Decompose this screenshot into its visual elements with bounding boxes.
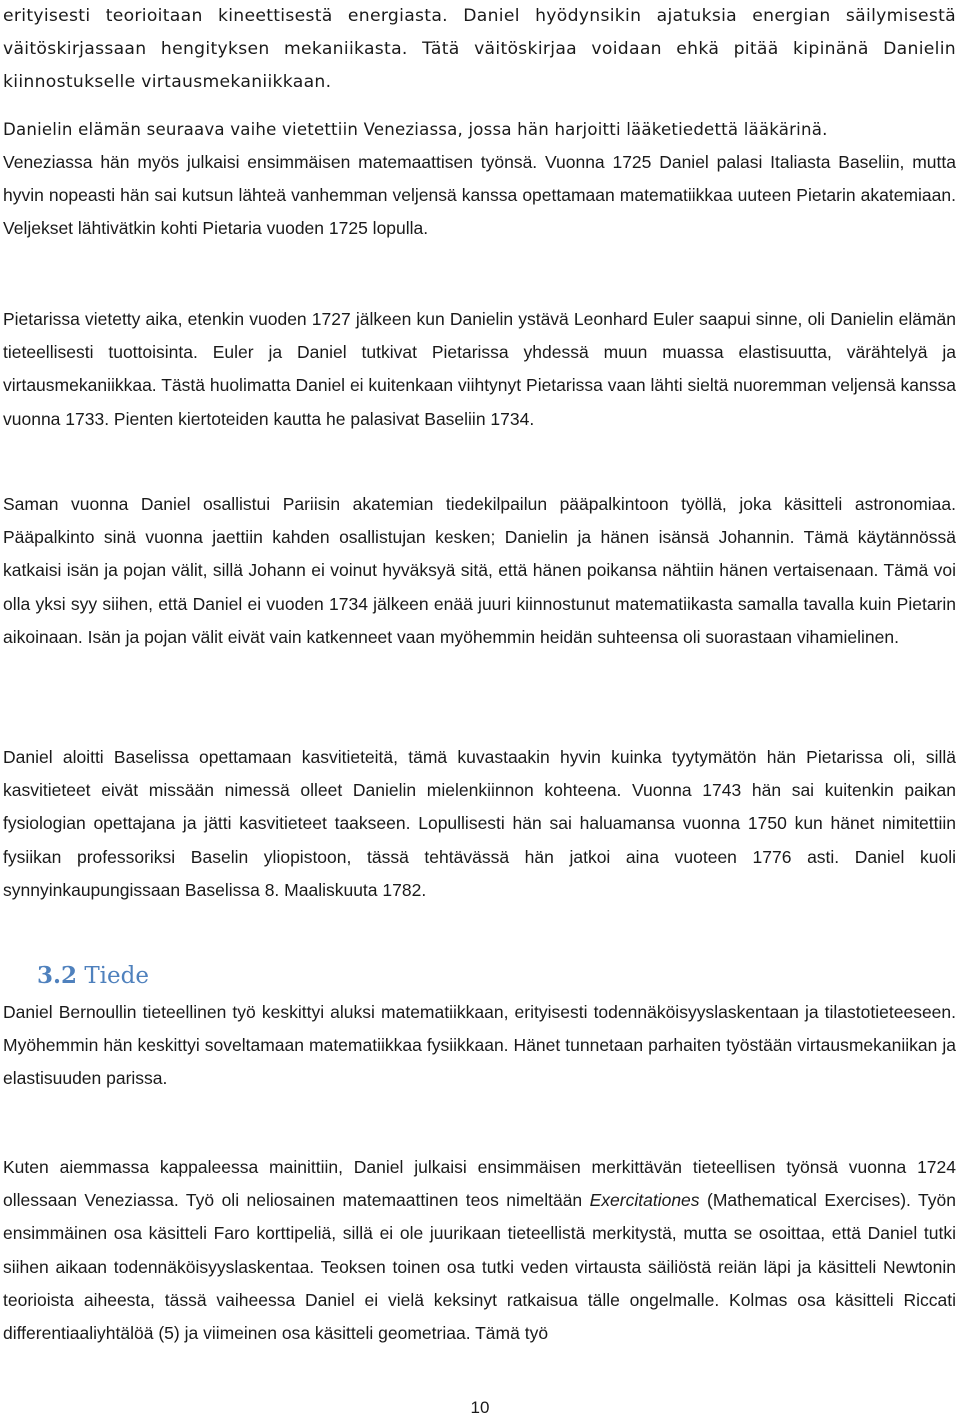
section-title: Tiede <box>84 963 149 989</box>
paragraph-st-petersburg: Pietarissa vietetty aika, etenkin vuoden 1727 jälkeen kun Danielin ystävä Leonhard Euler saapui sinne, oli Danielin elämän tieteellisesti tuottoisinta. Euler ja Daniel tutkivat Pietarissa yhdessä muun muassa elastisuutta, värähtelyä ja virtausmekaniikkaa. Tästä huolimatta Daniel ei kuitenkaan viihtynyt Pietarissa vaan lähti sieltä nuoremman veljensä kanssa vuonna 1733. Pienten kiertoteiden kautta he palasivat Baseliin 1734. <box>3 309 956 429</box>
page-number: 10 <box>470 1398 490 1417</box>
paragraph-science-overview: Daniel Bernoullin tieteellinen työ keskittyi aluksi matematiikkaan, erityisesti todennäköisyyslaskentaan ja tilastotieteeseen. Myöhemmin hän keskittyi soveltamaan matematiikkaa fysiikkaan. Hänet tunnetaan parhaiten työstään virtausmekaniikan ja elastisuuden parissa. <box>3 1002 956 1089</box>
paragraph-exercitationes <box>3 1151 956 1350</box>
paragraph-exercitationes-rest: (Mathematical Exercises). Työn ensimmäinen osa käsitteli Faro korttipeliä, sillä ei ole juurikaan tieteellistä merkitystä, mutta se osoittaa, että Daniel tutki siihen aikaan todennäköisyyslaskentaa. Teoksen toinen osa tutki veden virtausta säiliöstä reiän läpi ja käsitteli Newtonin teorioista aiheesta, tässä vaiheessa Daniel ei vielä keksinyt ratkaisua tälle ongelmalle. Kolmas osa käsitteli Riccati differentiaaliyhtälöä (5) ja viimeinen osa käsitteli geometriaa. Tämä työ <box>3 1190 956 1344</box>
paragraph-paris-prize: Saman vuonna Daniel osallistui Pariisin akatemian tiedekilpailun pääpalkintoon työllä, joka käsitteli astronomiaa. Pääpalkinto sinä vuonna jaettiin kahden osallistujan kesken; Danielin ja hänen isänsä Johannin. Tämä käytännössä katkaisi isän ja pojan välit, sillä Johann ei voinut hyväksyä sitä, että hänen poikansa nähtiin hänen vertaisenaan. Tämä voi olla yksi syy siihen, että Daniel ei vuoden 1734 jälkeen enää juuri kiinnostunut matematiikasta samalla tavalla kuin Pietarin aikoinaan. Isän ja pojan välit eivät vain katkenneet vaan myöhemmin heidän suhteensa oli suorastaan vihamielinen. <box>3 494 956 647</box>
book-title-exercitationes: Exercitationes <box>589 1190 700 1211</box>
section-number: 3.2 <box>37 962 78 989</box>
paragraph-venice-intro: Danielin elämän seuraava vaihe vietettiin Veneziassa, jossa hän harjoitti lääketiedettä lääkärinä. <box>3 120 828 139</box>
paragraph-venice-continued: Veneziassa hän myös julkaisi ensimmäisen matemaattisen työnsä. Vuonna 1725 Daniel palasi Italiasta Baseliin, mutta hyvin nopeasti hän sai kutsun lähteä vanhemman veljensä kanssa opettamaan matematiikkaa uuteen Pietarin akatemiaan. Veljekset lähtivätkin kohti Pietaria vuoden 1725 lopulla. <box>3 152 956 239</box>
paragraph-basel: Daniel aloitti Baselissa opettamaan kasvitieteitä, tämä kuvastaakin hyvin kuinka tyytymätön hän Pietarissa oli, sillä kasvitieteet eivät missään nimessä olleet Danielin mielenkiinnon kohteena. Vuonna 1743 hän sai kuitenkin paikan fysiologian opettajana ja jätti kasvitieteet taakseen. Lopullisesti hän sai haluamansa vuonna 1750 kun hänet nimitettiin fysiikan professoriksi Baselin yliopistoon, tässä tehtävässä hän jatkoi aina vuoteen 1776 asti. Daniel kuoli synnyinkaupungissaan Baselissa 8. Maaliskuuta 1782. <box>3 747 956 900</box>
section-heading <box>37 962 149 989</box>
paragraph-exercitationes-start: Kuten aiemmassa kappaleessa mainittiin, Daniel julkaisi ensimmäisen merkittävän tieteellisen työnsä vuonna 1724 ollessaan Veneziassa. Työ oli neliosainen matemaattinen teos nimeltään <box>3 1157 956 1211</box>
paragraph-energy: erityisesti teorioitaan kineettisestä energiasta. Daniel hyödynsikin ajatuksia energian säilymisestä väitöskirjassaan hengityksen mekaniikasta. Tätä väitöskirjaa voidaan ehkä pitää kipinänä Danielin kiinnostukselle virtausmekaniikkaan. <box>3 6 956 93</box>
